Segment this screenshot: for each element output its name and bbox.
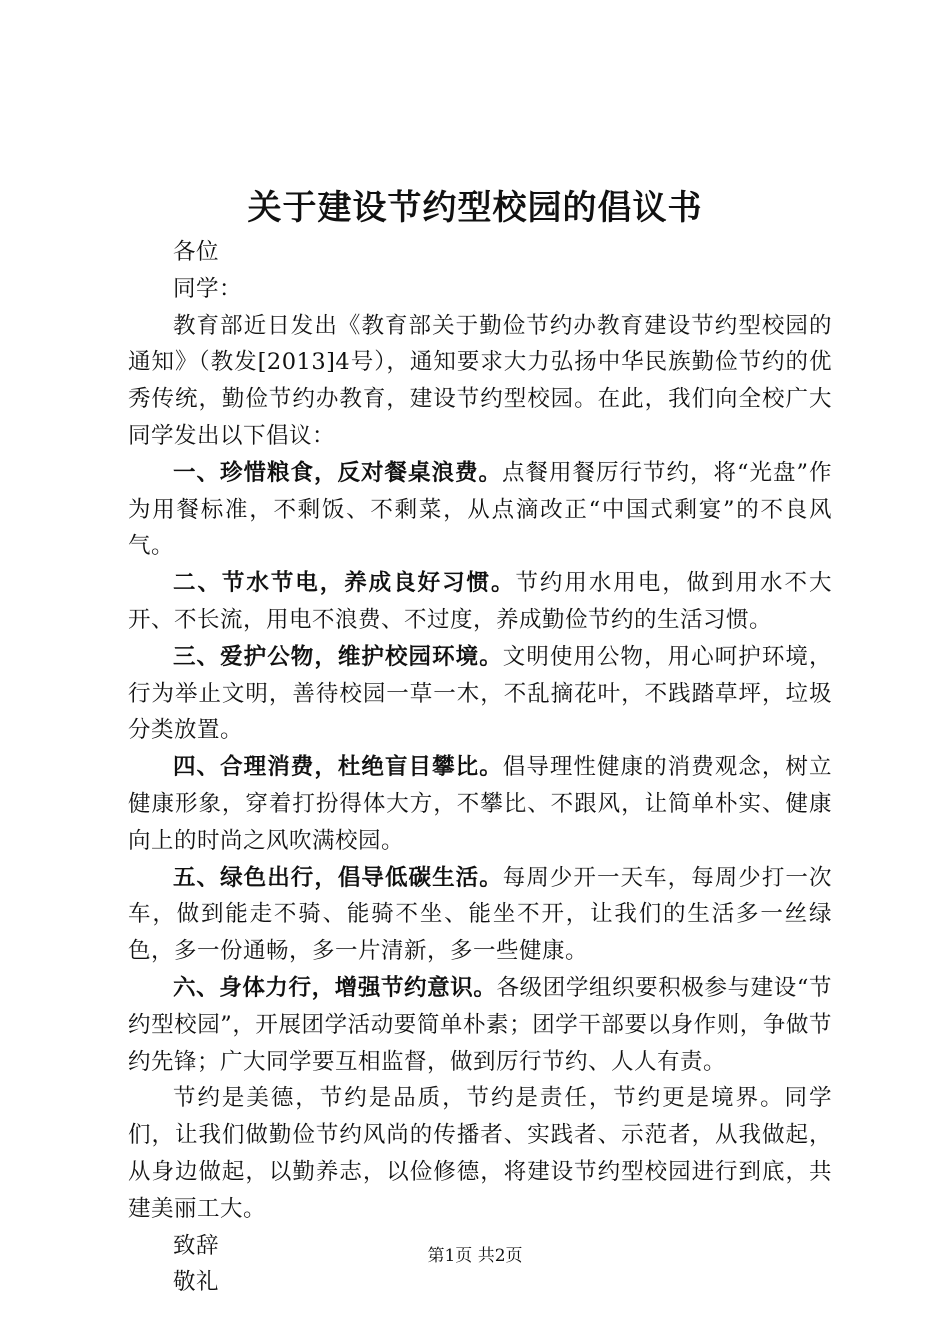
proposal-item-3 [128, 639, 832, 749]
sign-off-line-2: 敬礼 [173, 1269, 220, 1296]
proposal-text-3: 文明使用公物，用心呵护环境，行为举止文明，善待校园一草一木，不乱摘花叶，不践踏草坪，垃圾分类放置。 [128, 643, 832, 744]
proposal-text-2: 节约用水用电，做到用水不大开、不长流，用电不浪费、不过度，养成勤俭节约的生活习惯。 [128, 570, 832, 633]
proposal-item-6 [128, 970, 832, 1080]
proposal-item-4 [128, 749, 832, 859]
greeting-line-2: 同学： [173, 275, 243, 302]
document-body [128, 234, 832, 1301]
proposal-heading-4: 四、合理消费，杜绝盲目攀比。 [173, 754, 503, 781]
proposal-item-1 [128, 455, 832, 565]
intro-paragraph: 教育部近日发出《教育部关于勤俭节约办教育建设节约型校园的通知》（教发[2013]4号），通知要求大力弘扬中华民族勤俭节约的优秀传统，勤俭节约办教育，建设节约型校园。在此，我们向全校广大同学发出以下倡议： [128, 312, 832, 449]
document-title: 关于建设节约型校园的倡议书 [247, 188, 703, 228]
proposal-text-4: 倡导理性健康的消费观念，树立健康形象，穿着打扮得体大方，不攀比、不跟风，让简单朴实、健康向上的时尚之风吹满校园。 [128, 754, 832, 854]
proposal-heading-1: 一、珍惜粮食，反对餐桌浪费。 [173, 459, 502, 486]
proposal-item-2 [128, 565, 832, 639]
proposal-heading-5: 五、绿色出行，倡导低碳生活。 [173, 864, 503, 891]
proposal-text-6: 各级团学组织要积极参与建设“节约型校园”，开展团学活动要简单朴素；团学干部要以身作则，争做节约先锋；广大同学要互相监督，做到厉行节约、人人有责。 [128, 974, 832, 1075]
page-footer: 第1页 共2页 [427, 1246, 523, 1266]
greeting-line-1: 各位 [173, 239, 220, 265]
proposal-heading-3: 三、爱护公物，维护校园环境。 [173, 643, 503, 670]
proposal-heading-2: 二、节水节电，养成良好习惯。 [173, 570, 516, 597]
proposal-heading-6: 六、身体力行，增强节约意识。 [173, 974, 497, 1001]
proposal-text-5: 每周少开一天车，每周少打一次车，做到能走不骑、能骑不坐、能坐不开，让我们的生活多一丝绿色，多一份通畅，多一片清新，多一些健康。 [128, 864, 832, 965]
proposal-item-5 [128, 860, 832, 970]
closing-paragraph: 节约是美德，节约是品质，节约是责任，节约更是境界。同学们，让我们做勤俭节约风尚的传播者、实践者、示范者，从我做起，从身边做起，以勤养志，以俭修德，将建设节约型校园进行到底，共建美丽工大。 [128, 1085, 832, 1222]
proposal-text-1: 点餐用餐厉行节约，将“光盘”作为用餐标准，不剩饭、不剩菜，从点滴改正“中国式剩宴”的不良风气。 [128, 459, 832, 560]
sign-off-line-1: 致辞 [173, 1232, 220, 1259]
